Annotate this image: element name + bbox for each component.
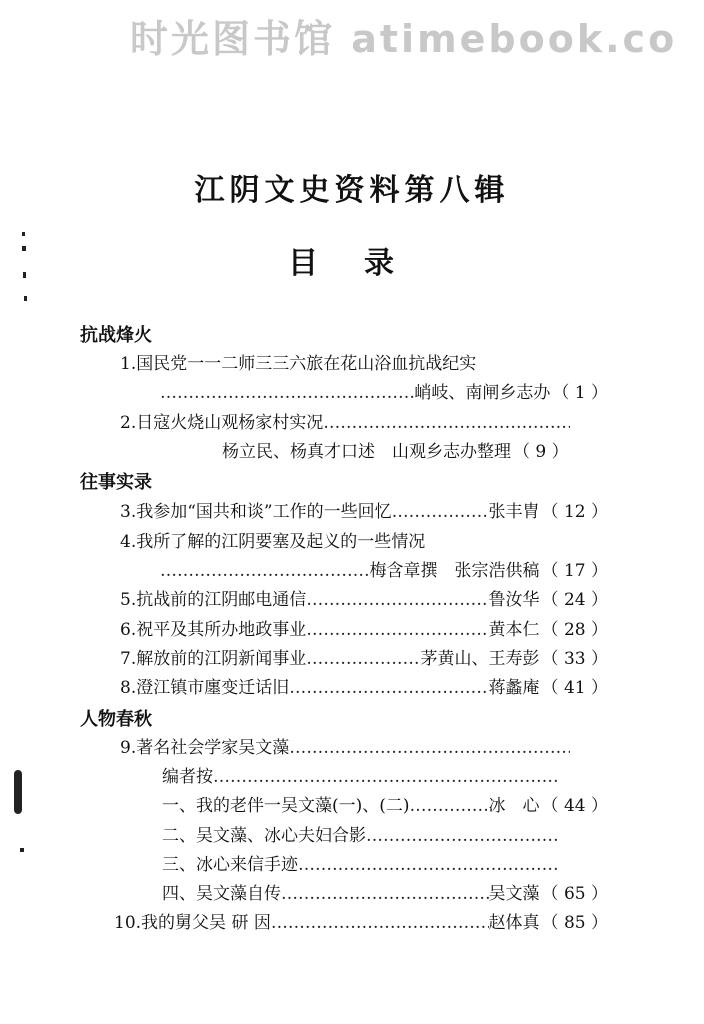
scan-mark <box>24 296 27 301</box>
toc-entry <box>120 673 608 698</box>
entry-author: 峭岐、南闸乡志办 <box>414 383 551 403</box>
entry-title: 四、吴文藻自传 <box>162 884 281 904</box>
entry-title: 二、吴文藻、冰心夫妇合影 <box>162 826 366 846</box>
dot-leader <box>289 738 570 758</box>
scan-mark <box>22 232 25 236</box>
section-heading: 往事实录 <box>80 472 152 493</box>
scan-mark <box>20 848 24 852</box>
entry-title: 2.日寇火烧山观杨家村实况 <box>120 413 324 433</box>
scan-mark <box>22 246 26 251</box>
watermark: 时光图书馆 atimebook.co <box>130 17 678 61</box>
entry-title: 1.国民党一一二师三三六旅在花山浴血抗战纪实 <box>120 354 477 374</box>
entry-page: （ 1 ） <box>552 383 608 403</box>
entry-title: 7.解放前的江阴新闻事业 <box>120 649 307 669</box>
entry-author: 蒋蠡庵 <box>488 678 540 698</box>
entry-page: （ 28 ） <box>541 620 608 640</box>
dot-leader <box>306 620 488 640</box>
toc-entry-leader <box>160 556 608 581</box>
dot-leader <box>213 767 558 787</box>
dot-leader <box>289 678 488 698</box>
toc-heading-char: 录 <box>364 246 394 281</box>
dot-leader <box>392 502 489 522</box>
dot-leader <box>298 855 558 875</box>
dot-leader <box>306 649 420 669</box>
dot-leader <box>323 413 570 433</box>
entry-title: 3.我参加“国共和谈”工作的一些回忆 <box>120 502 392 522</box>
entry-author: 梅含章撰 张宗浩供稿 <box>369 561 540 581</box>
entry-page: （ 17 ） <box>541 561 608 581</box>
entry-author: 冰 心 <box>488 796 540 816</box>
entry-title: 三、冰心来信手迹 <box>162 855 298 875</box>
dot-leader <box>160 561 370 581</box>
toc-entry <box>162 879 608 904</box>
entry-page: （ 44 ） <box>541 796 608 816</box>
toc-entry <box>120 644 608 669</box>
toc-entry <box>120 615 608 640</box>
toc-entry <box>162 791 608 816</box>
entry-title: 6.祝平及其所办地政事业 <box>120 620 307 640</box>
entry-author: 黄本仁 <box>488 620 540 640</box>
book-title: 江阴文史资料第八辑 <box>194 173 510 208</box>
entry-author: 赵体真 <box>488 913 540 933</box>
entry-page: （ 41 ） <box>541 678 608 698</box>
dot-leader <box>271 913 489 933</box>
entry-title: 编者按 <box>162 767 213 787</box>
toc-entry <box>120 497 608 522</box>
entry-author: 茅黄山、王寿彭 <box>420 649 540 669</box>
toc-entry-title <box>120 527 425 552</box>
entry-author: 张丰胄 <box>488 502 540 522</box>
entry-title: 4.我所了解的江阴要塞及起义的一些情况 <box>120 532 426 552</box>
toc-entry <box>120 733 570 758</box>
toc-entry <box>162 821 558 846</box>
entry-title: 一、我的老伴一吴文藻(一)、(二) <box>162 796 410 816</box>
toc-entry-leader <box>160 378 608 403</box>
entry-page: （ 9 ） <box>513 442 569 462</box>
toc-entry-title <box>120 349 476 374</box>
dot-leader <box>306 590 488 610</box>
dot-leader <box>160 383 414 403</box>
toc-entry <box>114 908 608 933</box>
toc-entry-leader <box>222 437 569 462</box>
entry-page: （ 85 ） <box>541 913 608 933</box>
toc-heading <box>288 238 394 282</box>
entry-title: 5.抗战前的江阴邮电通信 <box>120 590 307 610</box>
entry-page: （ 33 ） <box>541 649 608 669</box>
section-heading: 人物春秋 <box>80 709 152 730</box>
toc-heading-char: 目 <box>288 246 318 281</box>
entry-author: 杨立民、杨真才口述 山观乡志办整理 <box>222 442 511 462</box>
entry-title: 8.澄江镇市廛变迁话旧 <box>120 678 290 698</box>
toc-entry-title <box>120 408 570 433</box>
entry-page: （ 24 ） <box>541 590 608 610</box>
toc-entry <box>120 585 608 610</box>
dot-leader <box>281 884 489 904</box>
entry-page: （ 12 ） <box>541 502 608 522</box>
dot-leader <box>410 796 489 816</box>
toc-entry <box>162 762 558 787</box>
scan-mark <box>23 272 26 278</box>
scan-mark <box>14 770 22 814</box>
entry-author: 鲁汝华 <box>488 590 540 610</box>
entry-title: 10.我的舅父吴 研 因 <box>114 913 271 933</box>
entry-author: 吴文藻 <box>488 884 540 904</box>
entry-title: 9.著名社会学家吴文藻 <box>120 738 290 758</box>
toc-entry <box>162 850 558 875</box>
section-heading: 抗战烽火 <box>80 325 152 346</box>
entry-page: （ 65 ） <box>541 884 608 904</box>
dot-leader <box>366 826 558 846</box>
